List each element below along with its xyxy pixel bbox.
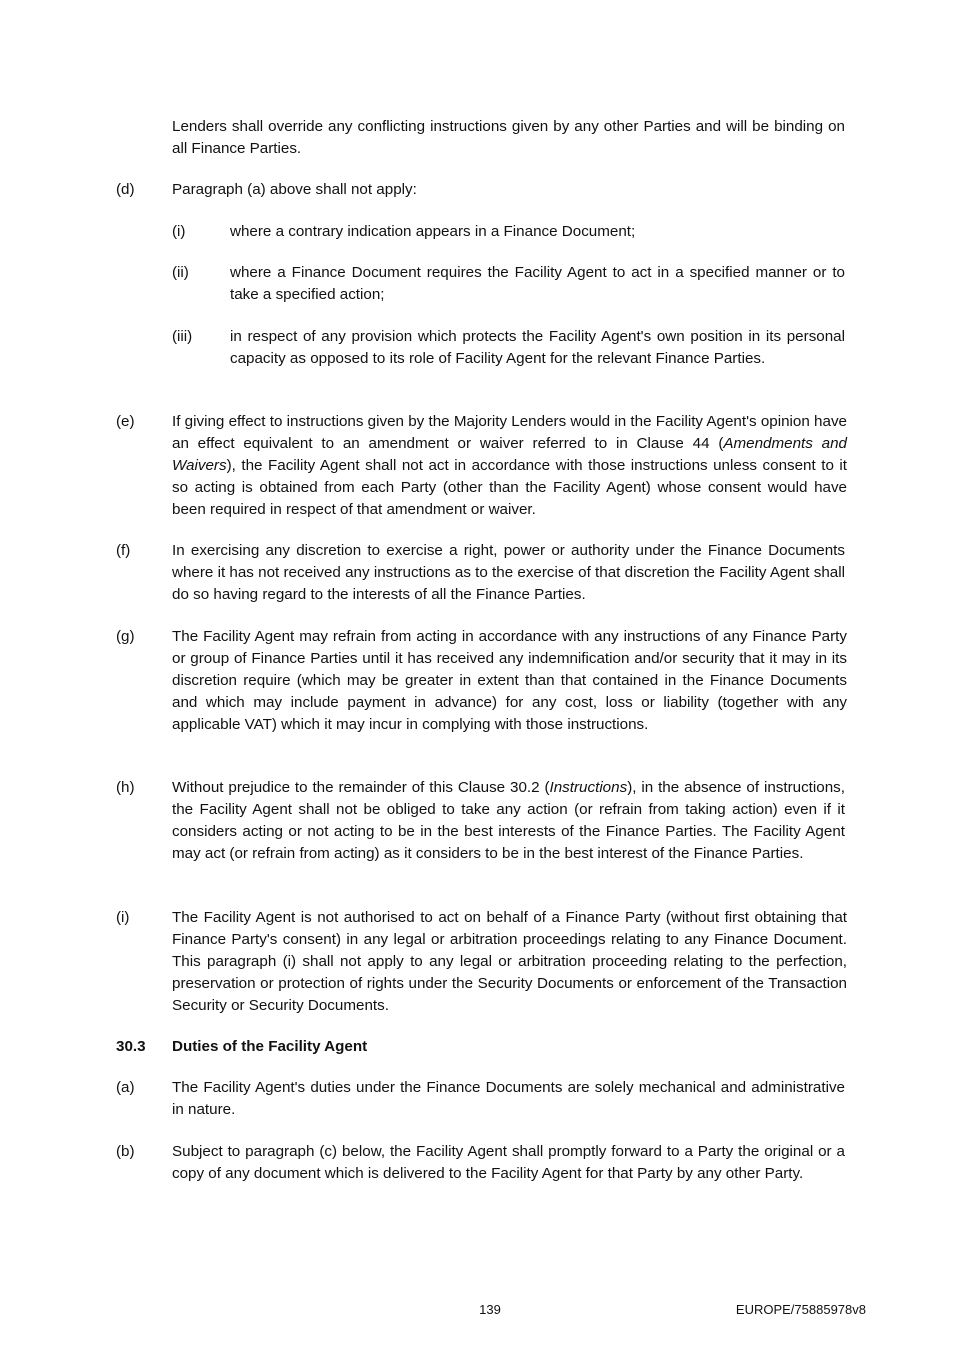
clause-e-paragraph [172,411,847,521]
clause-h-paragraph [172,777,845,865]
clause-e-label: (e) [116,413,135,430]
clause-d-label: (d) [116,181,135,198]
section-a-text: The Facility Agent's duties under the Finance Documents are solely mechanical and administrative in nature. [172,1079,845,1118]
clause-g-label: (g) [116,628,135,645]
clause-i-label: (i) [116,909,130,926]
clause-e-italic-ref: Amendments and Waivers [172,435,847,474]
section-title: Duties of the Facility Agent [172,1038,368,1055]
intro-paragraph [172,116,845,160]
clause-g-text: The Facility Agent may refrain from acting in accordance with any instructions of any Finance Party or group of Finance Parties until it has received any indemnification and/or security that it may in its discretion require (which may be greater in extent than that contained in the Finance Documents and which may include payment in advance) for any cost, loss or liability (together with any applicable VAT) which it may incur in complying with those instructions. [172,628,847,733]
clause-d-iii-text: in respect of any provision which protects the Facility Agent's own position in its personal capacity as opposed to its role of Facility Agent for the relevant Finance Parties. [230,328,845,367]
clause-d-text: Paragraph (a) above shall not apply: [172,181,417,198]
intro-text: Lenders shall override any conflicting instructions given by any other Parties and will be binding on all Finance Parties. [172,118,845,157]
clause-e-text-before: If giving effect to instructions given by the Majority Lenders would in the Facility Agent's opinion have an effect equivalent to an amendment or waiver referred to in Clause 44 ( [172,413,847,452]
clause-d-ii-label: (ii) [172,264,189,281]
clause-h-text-after: ), in the absence of instructions, the Facility Agent shall not be obliged to take any action (or refrain from taking action) even if it considers acting or not acting to be in the best interests of the Finance Parties. The Facility Agent may act (or refrain from acting) as it considers to be in the best interest of the Finance Parties. [172,779,845,862]
clause-i-text: The Facility Agent is not authorised to act on behalf of a Finance Party (without first obtaining that Finance Party's consent) in any legal or arbitration proceedings relating to any Finance Document. This paragraph (i) shall not apply to any legal or arbitration proceeding relating to the perfection, preservation or protection of rights under the Security Documents or enforcement of the Transaction Security or Security Documents. [172,909,847,1014]
clause-d-ii-text: where a Finance Document requires the Facility Agent to act in a specified manner or to take a specified action; [230,264,845,303]
doc-reference: EUROPE/75885978v8 [735,1302,866,1317]
clause-h-text-before: Without prejudice to the remainder of this Clause 30.2 ( [172,779,550,796]
section-b-text: Subject to paragraph (c) below, the Facility Agent shall promptly forward to a Party the original or a copy of any document which is delivered to the Facility Agent for that Party by any other Party. [172,1143,845,1182]
clause-f-text: In exercising any discretion to exercise a right, power or authority under the Finance Documents where it has not received any instructions as to the exercise of that discretion the Facility Agent shall do so having regard to the interests of all the Finance Parties. [172,542,845,603]
section-b-label: (b) [116,1143,135,1160]
clause-d-iii-label: (iii) [172,328,193,345]
clause-d-i-text: where a contrary indication appears in a Finance Document; [230,223,636,240]
clause-d-i-label: (i) [172,223,186,240]
section-a-label: (a) [116,1079,135,1096]
clause-h-italic-ref: Instructions [549,779,628,796]
page-number: 139 [479,1302,501,1317]
clause-e-text-after: ), the Facility Agent shall not act in accordance with those instructions unless consent to it so acting is obtained from each Party (other than the Facility Agent) whose consent would have been required in respect of that amendment or waiver. [172,457,847,518]
clause-h-label: (h) [116,779,135,796]
section-number: 30.3 [116,1038,146,1055]
clause-f-label: (f) [116,542,131,559]
